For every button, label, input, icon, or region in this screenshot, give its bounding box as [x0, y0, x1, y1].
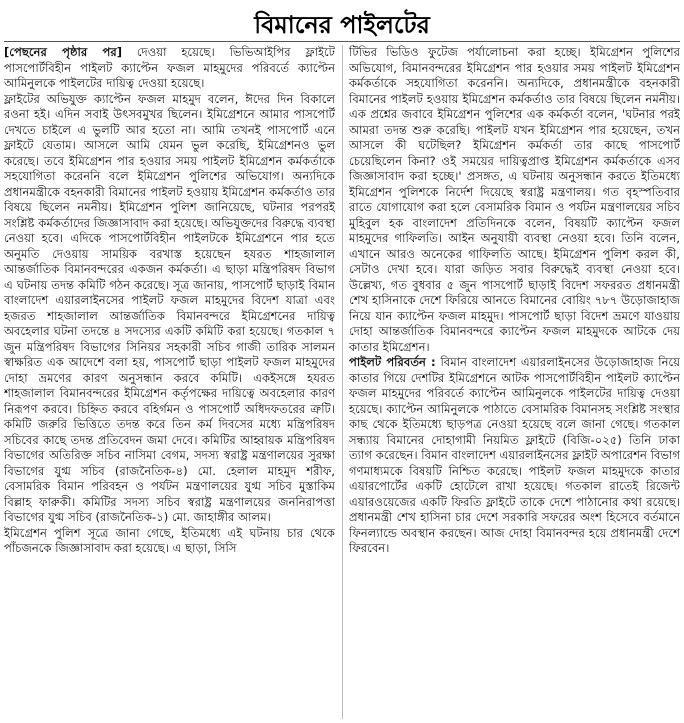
left-paragraph-3: ইমিগ্রেশন পুলিশ সূত্রে জানা গেছে, ইতিমধ্যে এই ঘটনায় চার থেকে পাঁচজনকে জিজ্ঞাসাবাদ করা হয়েছে। এ ছাড়া, সিসি: [4, 525, 335, 555]
right-paragraph-1: টিভির ভিডিও ফুটেজ পর্যালোচনা করা হচ্ছে। ইমিগ্রেশন পুলিশের অভিযোগ, বিমানবন্দরের ইমিগ্রেশন পার হওয়ার সময় পাইলট ইমিগ্রেশন কর্মকর্তাকে সহযোগিতা করেননি। অন্যদিকে, প্রধানমন্ত্রীকে বহনকারী বিমানের পাইলট হওয়ায় ইমিগ্রেশন কর্মকর্তাও তার বিষয়ে ছিলেন নমনীয়। এক প্রশ্নের জবাবে ইমিগ্রেশন পুলিশের এক কর্মকর্তা বলেন, 'ঘটনার পরই আমরা তদন্ত শুরু করেছি। পাইলট যখন ইমিগ্রেশন পার হয়েছেন, তখন আসলে কী ঘটেছিল? ইমিগ্রেশন কর্মকর্তা তার কাছে পাসপোর্ট চেয়েছিলেন কিনা? ওই সময়ের দায়িত্বপ্রাপ্ত ইমিগ্রেশন কর্মকর্তাকে এসব জিজ্ঞাসাবাদ করা হচ্ছে।' প্রসঙ্গত, এ ঘটনায় অনুসন্ধান করতে ইতিমধ্যে ইমিগ্রেশন পুলিশকে নির্দেশ দিয়েছে স্বরাষ্ট্র মন্ত্রণালয়। গত বৃহস্পতিবার রাতে যোগাযোগ করা হলে বেসামরিক বিমান ও পর্যটন মন্ত্রণালয়ের সচিব মুহিবুল হক বাংলাদেশ প্রতিদিনকে বলেন, বিষয়টি ক্যাপ্টেন ফজল মাহমুদের গাফিলতি। আইন অনুযায়ী ব্যবস্থা নেওয়া হবে। তিনি বলেন, এখানে আরও অনেকের গাফিলতি আছে। ইমিগ্রেশন পুলিশ করল কী, সেটাও দেখা হবে। যারা জড়িত সবার বিরুদ্ধেই ব্যবস্থা নেওয়া হবে। উল্লেখ্য, গত বুধবার ৫ জুন পাসপোর্ট ছাড়াই বিদেশ সফররত প্রধানমন্ত্রী শেখ হাসিনাকে দেশে ফিরিয়ে আনতে বিমানের বোয়িং ৭৮৭ উড়োজাহাজ নিয়ে যান ক্যাপ্টেন ফজল মাহমুদ। পাসপোর্ট ছাড়া বিদেশ ভ্রমণে যাওয়ায় দোহা আন্তর্জাতিক বিমানবন্দরে ক্যাপ্টেন ফজল মাহমুদকে আটকে দেয় কাতার ইমিগ্রেশন।: [349, 45, 680, 354]
subhead-pilot-change: পাইলট পরিবর্তন :: [349, 355, 436, 369]
right-paragraph-2: [349, 355, 680, 557]
left-paragraph-1-text: দেওয়া হয়েছে। ভিভিআইপির ফ্লাইটে পাসপোর্টবিহীন পাইলট ক্যাপ্টেন ফজল মাহমুদের পরিবর্তে ক্যাপ্টেন আমিনুলকে পাইলটের দায়িত্ব দেওয়া হয়েছে।: [4, 45, 335, 90]
left-paragraph-1: [4, 45, 335, 92]
continued-from-label: [পেছনের পৃষ্ঠার পর]: [4, 45, 123, 59]
headline-rule: [4, 41, 680, 42]
left-paragraph-2: ফ্লাইটের অভিযুক্ত ক্যাপ্টেন ফজল মাহমুদ বলেন, ঈদের দিন বিকালে রওনা হই। এদিন সবাই উৎসবমুখর ছিলেন। ইমিগ্রেশনে আমার পাসপোর্ট দেখতে চাইলে এ ভুলটি আর হতো না। আমি তখনই পাসপোর্ট এনে ফ্লাইটে যেতাম। আসলে আমি যেমন ভুল করেছি, ইমিগ্রেশনও ভুল করেছে। তবে ইমিগ্রেশন পার হওয়ার সময় পাইলট ইমিগ্রেশন কর্মকর্তাকে সহযোগিতা করেননি বলে ইমিগ্রেশন পুলিশের অভিযোগ। অন্যদিকে প্রধানমন্ত্রীকে বহনকারী বিমানের পাইলট হওয়ায় ইমিগ্রেশন কর্মকর্তাও তার বিষয়ে ছিলেন নমনীয়। ইমিগ্রেশন পুলিশ জানিয়েছে, ঘটনার পরপরই সংশ্লিষ্ট কর্মকর্তাদের জিজ্ঞাসাবাদ করা হয়েছে। অভিযুক্তদের বিরুদ্ধে ব্যবস্থা নেওয়া হবে। এদিকে পাসপোর্টবিহীন পাইলটকে ইমিগ্রেশনে পার হতে অনুমতি দেওয়ায় সাময়িক বরখাস্ত হয়েছেন হযরত শাহজালাল আন্তর্জাতিক বিমানবন্দরের একজন কর্মকর্তা। এ ছাড়া মন্ত্রিপরিষদ বিভাগ এ ঘটনায় তদন্ত কমিটি গঠন করেছে। সূত্র জানায়, পাসপোর্ট ছাড়াই বিমান বাংলাদেশ এয়ারলাইনসের পাইলট ফজল মাহমুদের বিদেশ যাত্রা এবং হজরত শাহজালাল আন্তর্জাতিক বিমানবন্দরে ইমিগ্রেশনের দায়িত্ব অবহেলার ঘটনা তদন্তে ৪ সদস্যের একটি কমিটি করা হয়েছে। গতকাল ৭ জুন মন্ত্রিপরিষদ বিভাগের সিনিয়র সহকারী সচিব গাজী তারিক সালমন স্বাক্ষরিত এক আদেশে বলা হয়, পাসপোর্ট ছাড়া পাইলট ফজল মাহমুদের দোহা ভ্রমণের কারণ অনুসন্ধান করবে কমিটি। একইসঙ্গে হযরত শাহজালাল বিমানবন্দরের ইমিগ্রেশন কর্তৃপক্ষের দায়িত্বে অবহেলার কারণ নিরূপণ করবে। চিহ্নিত করবে বহির্গমন ও পাসপোর্ট অধিদফতরের ত্রুটি। কমিটি জরুরি ভিত্তিতে তদন্ত করে তিন কর্ম দিবসের মধ্যে মন্ত্রিপরিষদ সচিবের কাছে তদন্ত প্রতিবেদন জমা দেবে। কমিটির আহ্বায়ক মন্ত্রিপরিষদ বিভাগের অতিরিক্ত সচিব নাসিমা বেগম, সদস্য স্বরাষ্ট্র মন্ত্রণালয়ের সুরক্ষা বিভাগের যুগ্ম সচিব (রাজনৈতিক-৪) মো. হেলাল মাহমুদ শরীফ, বেসামরিক বিমান পরিবহন ও পর্যটন মন্ত্রণালয়ের যুগ্ম সচিব মুস্তাকিম বিল্লাহ ফারুকী। কমিটির সদস্য সচিব স্বরাষ্ট্র মন্ত্রণালয়ের জননিরাপত্তা বিভাগের যুগ্ম সচিব (রাজনৈতিক-১) মো. জাহাঙ্গীর আলম।: [4, 91, 335, 524]
right-column: [349, 45, 680, 719]
column-divider: [342, 45, 343, 719]
right-paragraph-2-text: বিমান বাংলাদেশ এয়ারলাইনসের উড়োজাহাজ নিয়ে কাতার গিয়ে দেশটির ইমিগ্রেশনে আটক পাসপোর্টবিহীন পাইলট ক্যাপ্টেন ফজল মাহমুদের পরিবর্তে ক্যাপ্টেন আমিনুলকে পাইলটের দায়িত্ব দেওয়া হয়েছে। ক্যাপ্টেন আমিনুলকে পাঠাতে বেসামরিক বিমানসহ সংশ্লিষ্ট সংস্থার কাছ থেকে ইতিমধ্যে ছাড়পত্র নেওয়া হয়েছে বলে জানা গেছে। গতকাল সন্ধ্যায় বিমানের দোহাগামী নিয়মিত ফ্লাইটে (বিজি-০২৫) তিনি ঢাকা ত্যাগ করেছেন। বিমান বাংলাদেশ এয়ারলাইনসের ফ্লাইট অপারেশন বিভাগ গণমাধ্যমকে বিষয়টি নিশ্চিত করেছে। পাইলট ফজল মাহমুদকে কাতার এয়ারপোর্টের একটি হোটেলে রাখা হয়েছে। গতকাল রাতেই রিজেন্ট এয়ারওয়েজের একটি ফিরতি ফ্লাইটে তাকে দেশে পাঠানোর কথা রয়েছে। প্রধানমন্ত্রী শেখ হাসিনা চার দেশে সরকারি সফরের অংশ হিসেবে বর্তমানে ফিনল্যান্ডে অবস্থান করছেন। আজ দোহা বিমানবন্দর হয়ে প্রধানমন্ত্রী দেশে ফিরবেন।: [349, 355, 680, 555]
page-title: বিমানের পাইলটের: [254, 10, 430, 39]
left-column: [4, 45, 335, 719]
